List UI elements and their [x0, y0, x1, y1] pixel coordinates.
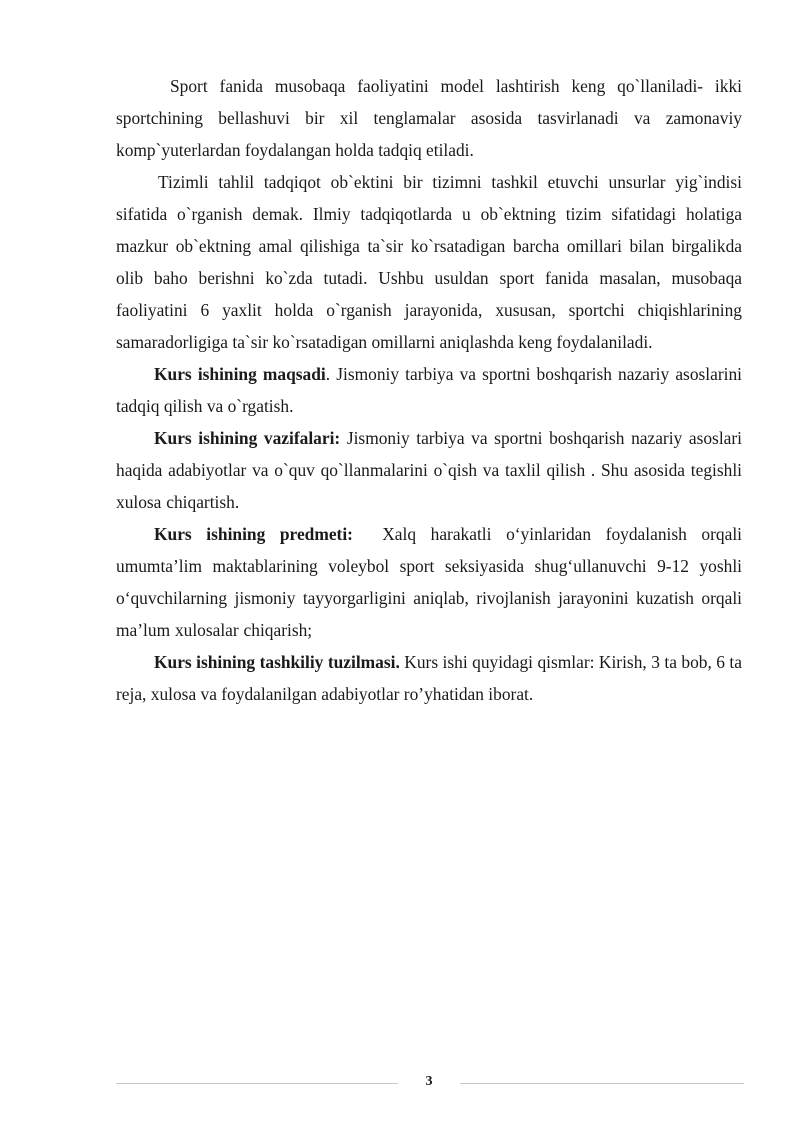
paragraph-tasks: [116, 422, 742, 518]
paragraph-goal: [116, 358, 742, 422]
structure-text: Kurs ishi quyidagi qismlar: Kirish, 3 ta bob, 6 ta reja, xulosa va foydalanilgan adabiyotlar ro’yhatidan iborat.: [116, 652, 742, 704]
footer-divider-right: [460, 1083, 744, 1084]
tasks-text: Jismoniy tarbiya va sportni boshqarish nazariy asoslari haqida adabiyotlar va o`quv qo`llanmalarini o`qish va taxlil qilish . Shu asosida tegishli xulosa chiqartish.: [116, 428, 742, 512]
subject-text: Xalq harakatli o‘yinlaridan foydalanish orqali umumta’lim maktablarining voleybol sport seksiyasida shug‘ullanuvchi 9-12 yoshli o‘quvchilarning jismoniy tayyorgarligini aniqlab, rivojlanish jarayonini kuzatish orqali ma’lum xulosalar chiqarish;: [116, 524, 747, 640]
footer-divider-left: [116, 1083, 398, 1084]
paragraph-structure: [116, 646, 742, 710]
page-body: [116, 70, 747, 710]
paragraph-modeling: Sport fanida musobaqa faoliyatini model lashtirish keng qo`llaniladi- ikki sportchining bellashuvi bir xil tenglamalar asosida tasvirlanadi va zamonaviy komp`yuterlardan foydalangan holda tadqiq etiladi.: [116, 76, 742, 160]
paragraph-system-analysis: Tizimli tahlil tadqiqot ob`ektini bir tizimni tashkil etuvchi unsurlar yig`indisi sifatida o`rganish demak. Ilmiy tadqiqotlarda u ob`ektning tizim sifatidagi holatiga mazkur ob`ektning amal qilishiga ta`sir ko`rsatadigan barcha omillari bilan birgalikda olib baho berishni ko`zda tutadi. Ushbu usuldan sport fanida masalan, musobaqa faoliyatini 6 yaxlit holda o`rganish jarayonida, xususan, sportchi chiqishlarining samaradorligiga ta`sir ko`rsatadigan omillarni aniqlashda keng foydalaniladi.: [116, 172, 742, 352]
structure-heading: Kurs ishining tashkiliy tuzilmasi.: [154, 652, 400, 672]
page-footer: [116, 1070, 744, 1094]
paragraph-subject: [116, 518, 747, 646]
goal-heading: Kurs ishining maqsadi: [154, 364, 326, 384]
page-number: 3: [425, 1074, 433, 1089]
goal-text: . Jismoniy tarbiya va sportni boshqarish nazariy asoslarini tadqiq qilish va o`rgatish.: [116, 364, 742, 416]
tasks-heading: Kurs ishining vazifalari:: [154, 428, 341, 448]
subject-heading: Kurs ishining predmeti:: [154, 524, 353, 544]
